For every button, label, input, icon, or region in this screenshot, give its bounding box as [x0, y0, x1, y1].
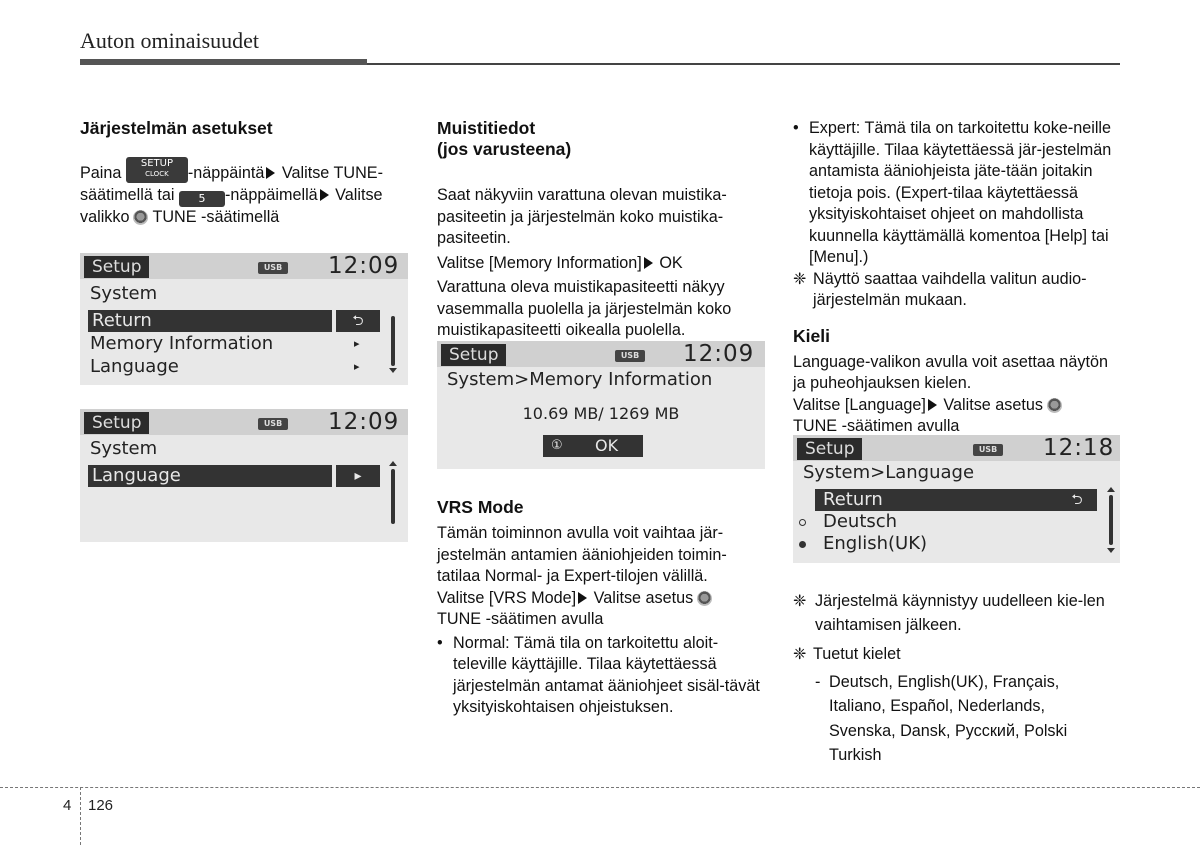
scrollbar-icon — [1109, 495, 1113, 545]
arrow-right-icon — [266, 167, 275, 179]
chevron-right-icon: ▸ — [354, 360, 360, 373]
usb-icon: USB — [615, 350, 645, 362]
paragraph: Valitse [Memory Information] OK — [437, 253, 683, 272]
arrow-right-icon — [320, 189, 329, 201]
column-3-lower — [793, 590, 1120, 768]
scroll-down-arrow-icon — [389, 368, 397, 373]
screen-language-select — [793, 435, 1120, 563]
chevron-right-icon: ▸ — [336, 465, 380, 487]
page-number: 126 — [88, 797, 114, 814]
scroll-up-arrow-icon — [1107, 487, 1115, 492]
paragraph: Language-valikon avulla voit asettaa näytön ja puheohjauksen kielen. — [793, 352, 1108, 392]
screen-setup-label: Setup — [441, 344, 506, 366]
paragraph: Valitse [VRS Mode] Valitse asetus TUNE -säätimen avulla — [437, 588, 765, 631]
scroll-up-arrow-icon — [389, 461, 397, 466]
header-bar-dark — [80, 59, 367, 65]
section-heading-memory-info: Muistitiedot — [437, 118, 536, 138]
ok-button: ① OK — [543, 435, 643, 457]
screen-time: 12:09 — [328, 253, 400, 279]
radio-empty-icon — [799, 519, 806, 526]
screen-setup-label: Setup — [797, 438, 862, 460]
screen-line-system: System — [90, 438, 158, 459]
paragraph: Varattuna oleva muistikapasiteetti näkyy vasemmalla puolella ja järjestelmän koko muistikapasiteetti oikealla puolella. — [437, 278, 732, 339]
screen-item-language: Language — [90, 356, 179, 377]
chapter-number: 4 — [63, 797, 72, 814]
scroll-down-arrow-icon — [1107, 548, 1115, 553]
column-2 — [437, 118, 765, 342]
footer-dashed-line — [0, 787, 1200, 788]
column-3 — [793, 118, 1120, 438]
screen-time: 12:18 — [1043, 435, 1115, 461]
note-display: ❈ Näyttö saattaa vaihdella valitun audio-järjestelmän mukaan. — [793, 269, 1087, 309]
return-icon: ⮌ — [1071, 492, 1083, 508]
screen-selected-return: Return — [88, 310, 332, 332]
arrow-right-icon — [644, 257, 653, 269]
screen-item-deutsch: Deutsch — [823, 511, 898, 532]
section-heading-system-settings: Järjestelmän asetukset — [80, 118, 273, 138]
setup-clock-key: SETUP CLOCK — [126, 157, 188, 183]
arrow-right-icon — [928, 399, 937, 411]
screen-setup-label: Setup — [84, 412, 149, 434]
screen-item-memory-information: Memory Information — [90, 333, 274, 354]
instruction-paragraph: Paina SETUP CLOCK -näppäintä Valitse TUNE- säätimellä tai 5 -näppäimellä Valitse valikko TUNE -säätimellä — [80, 158, 383, 226]
language-list: - Deutsch, English(UK), Français, Italiano, Español, Nederlands, Svenska, Dansk, Русский, Polski Turkish — [815, 672, 1068, 764]
screen-setup-language — [80, 409, 408, 542]
section-heading-language: Kieli — [793, 325, 830, 346]
bullet-expert: • Expert: Tämä tila on tarkoitettu koke-neille käyttäjille. Tilaa käytettäessä jär-jestelmän antamista ääniohjeista jäte-tään joitakin tietoja pois. (Expert-tilaa käytettäessä yksityiskohtaiset ohjeet on mahdollista kuunnella käyttämällä komentoa [Help] tai [Menu].) — [793, 119, 1112, 266]
usb-icon: USB — [258, 418, 288, 430]
screen-selected-language: Language — [88, 465, 332, 487]
usb-icon: USB — [973, 444, 1003, 456]
screen-line-memory-information: System>Memory Information — [447, 369, 713, 390]
return-icon: ⮌ — [336, 310, 380, 332]
usb-icon: USB — [258, 262, 288, 274]
section-heading-vrs-mode: VRS Mode — [437, 497, 524, 517]
column-1 — [80, 118, 410, 228]
page-header-title: Auton ominaisuudet — [80, 28, 260, 53]
screen-setup-system — [80, 253, 408, 385]
screen-memory-information — [437, 341, 765, 469]
screen-line-language: System>Language — [803, 462, 975, 483]
key-5-button-icon: 5 — [179, 191, 225, 207]
chevron-right-icon: ▸ — [354, 337, 360, 350]
memory-value: 10.69 MB/ 1269 MB — [522, 404, 680, 423]
bullet-normal: • Normal: Tämä tila on tarkoitettu aloit-televille käyttäjille. Tilaa käytettäessä järjestelmän antamat ääniohjeet sisäl-tävät yksityiskohtaisen ohjeistuksen. — [437, 633, 760, 716]
footer-vertical-dashed-line — [80, 787, 81, 845]
arrow-right-icon — [578, 592, 587, 604]
scrollbar-icon — [391, 316, 395, 366]
screen-line-system: System — [90, 283, 158, 304]
tune-knob-icon — [1047, 398, 1062, 413]
paragraph: Valitse [Language] Valitse asetus TUNE -säätimen avulla — [793, 395, 1120, 438]
paragraph: Saat näkyviin varattuna olevan muistika-pasiteetin ja järjestelmän koko muistika-pasiteetin. — [437, 186, 727, 247]
note-supported-languages: ❈ Tuetut kielet — [793, 645, 901, 663]
tune-knob-icon — [697, 591, 712, 606]
note-restart: ❈ Järjestelmä käynnistyy uudelleen kie-len vaihtamisen jälkeen. — [793, 592, 1105, 634]
column-2-lower — [437, 497, 765, 719]
screen-setup-label: Setup — [84, 256, 149, 278]
section-heading-memory-info-sub: (jos varusteena) — [437, 139, 572, 159]
screen-selected-return: Return — [815, 489, 1097, 511]
screen-time: 12:09 — [328, 409, 400, 435]
radio-selected-icon — [799, 541, 806, 548]
scrollbar-icon — [391, 469, 395, 524]
screen-time: 12:09 — [683, 341, 755, 367]
screen-item-english-uk: English(UK) — [823, 533, 928, 554]
header-bar-line — [367, 63, 1120, 65]
tune-knob-icon — [133, 210, 148, 225]
paragraph: Tämän toiminnon avulla voit vaihtaa jär-jestelmän antamien ääniohjeiden toimin-tatilaa Normal- ja Expert-tilojen välillä. — [437, 524, 727, 585]
